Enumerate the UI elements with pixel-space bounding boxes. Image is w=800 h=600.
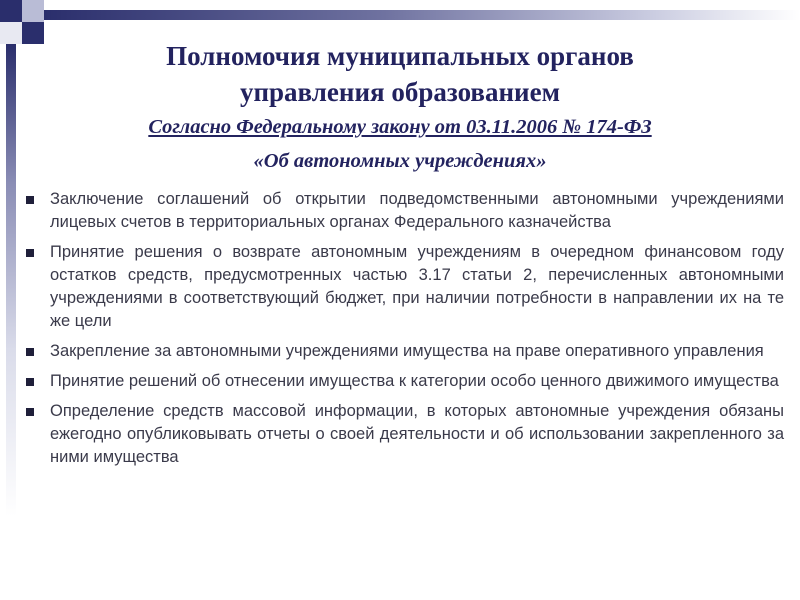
list-item-text: Определение средств массовой информации, в которых автономные учреждения обязаны ежегодно опубликовывать отчеты о своей деятельности и об использовании закрепленного за ними имущества <box>50 402 784 466</box>
list-item-text: Принятие решений об отнесении имущества к категории особо ценного движимого имущества <box>50 372 779 390</box>
list-item-text: Закрепление за автономными учреждениями имущества на праве оперативного управления <box>50 342 764 360</box>
bullet-square-icon <box>26 249 34 257</box>
corner-square-dark <box>0 0 22 22</box>
left-gradient-bar <box>6 44 16 600</box>
list-item <box>22 370 784 393</box>
slide-title-line: управления образованием <box>239 77 560 107</box>
slide-title <box>60 38 740 110</box>
authority-list <box>22 188 784 476</box>
list-item <box>22 340 784 363</box>
law-reference: Согласно Федеральному закону от 03.11.2006 № 174-ФЗ <box>148 116 652 138</box>
slide-title-line: Полномочия муниципальных органов <box>166 41 634 71</box>
list-item <box>22 188 784 234</box>
bullet-square-icon <box>26 196 34 204</box>
law-name: «Об автономных учреждениях» <box>253 150 547 172</box>
bullet-square-icon <box>26 408 34 416</box>
top-gradient-bar <box>44 10 800 20</box>
list-item <box>22 241 784 333</box>
corner-square-dark <box>22 22 44 44</box>
list-item <box>22 400 784 469</box>
corner-square-pale <box>0 22 22 44</box>
bullet-square-icon <box>26 378 34 386</box>
list-item-text: Принятие решения о возврате автономным учреждениям в очередном финансовом году остатков средств, предусмотренных частью 3.17 статьи 2, перечисленных автономными учреждениями в соответствующий бюджет, при наличии потребности в направлении их на те же цели <box>50 243 784 330</box>
bullet-square-icon <box>26 348 34 356</box>
list-item-text: Заключение соглашений об открытии подведомственными автономными учреждениями лицевых счетов в территориальных органах Федерального казначейства <box>50 190 784 231</box>
corner-square-light <box>22 0 44 22</box>
